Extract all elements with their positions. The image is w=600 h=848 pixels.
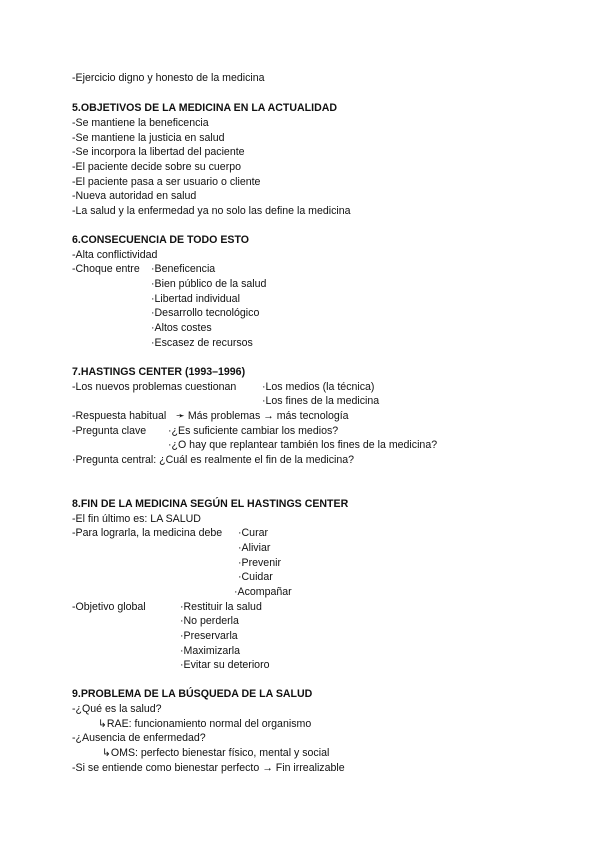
- alta-conflictividad: -Alta conflictividad: [72, 249, 158, 261]
- fin-ultimo: -El fin último es: LA SALUD: [72, 513, 201, 525]
- conclusion-line: -Si se entiende como bienestar perfecto → Fin irrealizable: [72, 762, 345, 774]
- section-8-heading: 8.FIN DE LA MEDICINA SEGÚN EL HASTINGS CENTER: [72, 498, 349, 510]
- respuesta-label: -Respuesta habitual: [72, 410, 167, 422]
- question-salud: -¿Qué es la salud?: [72, 703, 162, 715]
- pregunta-item: ·¿O hay que replantear también los fines de la medicina?: [168, 439, 438, 451]
- section-6-heading: 6.CONSECUENCIA DE TODO ESTO: [72, 234, 249, 246]
- choque-item: ·Libertad individual: [151, 293, 240, 305]
- objetivo-item: ·Restituir la salud: [180, 601, 262, 613]
- nuevos-problemas-item: ·Los medios (la técnica): [262, 381, 375, 393]
- choque-item: ·Altos costes: [151, 322, 212, 334]
- objetivo-item: ·No perderla: [180, 615, 239, 627]
- section-9-heading: 9.PROBLEMA DE LA BÚSQUEDA DE LA SALUD: [72, 688, 313, 700]
- lograrla-item: ·Cuidar: [238, 571, 273, 583]
- list-item: -La salud y la enfermedad ya no solo las define la medicina: [72, 205, 351, 217]
- pregunta-central: ·Pregunta central: ¿Cuál es realmente el fin de la medicina?: [72, 454, 355, 466]
- rae-definition: ↳RAE: funcionamiento normal del organismo: [98, 718, 312, 730]
- choque-item: ·Bien público de la salud: [151, 278, 267, 290]
- list-item: -Se incorpora la libertad del paciente: [72, 146, 245, 158]
- list-item: -Se mantiene la beneficencia: [72, 117, 209, 129]
- lograrla-item: ·Prevenir: [238, 557, 281, 569]
- lograrla-item: ·Aliviar: [238, 542, 271, 554]
- list-item: -El paciente pasa a ser usuario o cliente: [72, 176, 261, 188]
- list-item: -Se mantiene la justicia en salud: [72, 132, 225, 144]
- question-ausencia: -¿Ausencia de enfermedad?: [72, 732, 206, 744]
- list-item: -Nueva autoridad en salud: [72, 190, 197, 202]
- objetivo-item: ·Evitar su deterioro: [180, 659, 270, 671]
- choque-item: ·Desarrollo tecnológico: [151, 307, 260, 319]
- choque-item: ·Beneficencia: [151, 263, 216, 275]
- nuevos-problemas-label: -Los nuevos problemas cuestionan: [72, 381, 237, 393]
- lograrla-item: ·Acompañar: [234, 586, 292, 598]
- choque-label: -Choque entre: [72, 263, 140, 275]
- lograrla-item: ·Curar: [238, 527, 269, 539]
- choque-item: ·Escasez de recursos: [151, 337, 253, 349]
- lograrla-label: -Para lograrla, la medicina debe: [72, 527, 223, 539]
- objetivo-item: ·Preservarla: [180, 630, 238, 642]
- objetivo-global-label: -Objetivo global: [72, 601, 146, 613]
- pregunta-clave-label: -Pregunta clave: [72, 425, 147, 437]
- section-7-heading: 7.HASTINGS CENTER (1993–1996): [72, 366, 246, 378]
- oms-definition: ↳OMS: perfecto bienestar físico, mental y social: [102, 747, 330, 759]
- pregunta-item: ·¿Es suficiente cambiar los medios?: [168, 425, 339, 437]
- intro-line: -Ejercicio digno y honesto de la medicina: [72, 72, 265, 84]
- section-5-heading: 5.OBJETIVOS DE LA MEDICINA EN LA ACTUALIDAD: [72, 102, 338, 114]
- respuesta-value: ➛ Más problemas → más tecnología: [176, 410, 349, 422]
- list-item: -El paciente decide sobre su cuerpo: [72, 161, 242, 173]
- objetivo-item: ·Maximizarla: [180, 645, 241, 657]
- nuevos-problemas-item: ·Los fines de la medicina: [262, 395, 380, 407]
